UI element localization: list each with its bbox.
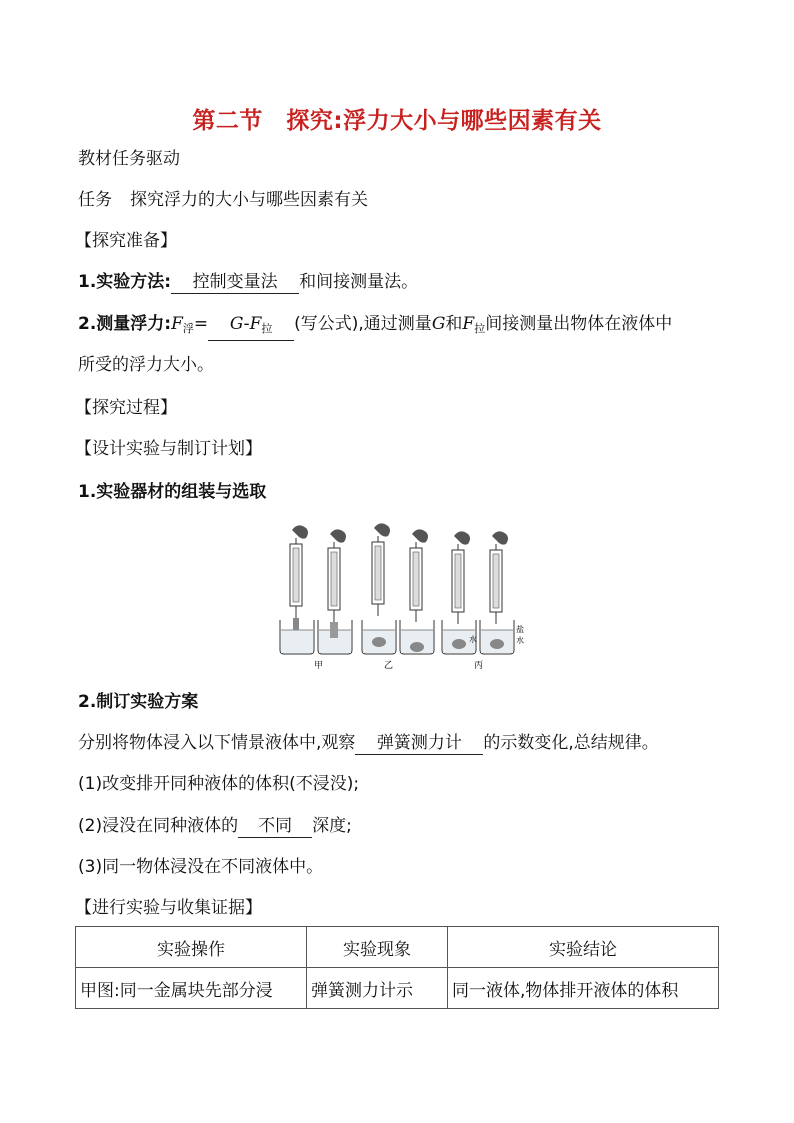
measure-label: 2.测量浮力: bbox=[78, 314, 172, 334]
label-yi: 乙 bbox=[384, 661, 394, 671]
table-header: 实验操作 bbox=[76, 927, 307, 968]
plan-blank: 弹簧测力计 bbox=[355, 732, 483, 755]
table-cell: 甲图:同一金属块先部分浸 bbox=[76, 968, 307, 1009]
table-cell: 弹簧测力计示 bbox=[307, 968, 448, 1009]
step1-heading: 1.实验器材的组装与选取 bbox=[78, 482, 267, 502]
step2-heading: 2.制订实验方案 bbox=[78, 692, 199, 712]
table-header: 实验结论 bbox=[448, 927, 719, 968]
method-label: 1.实验方法: bbox=[78, 272, 172, 292]
table-cell: 同一液体,物体排开液体的体积 bbox=[448, 968, 719, 1009]
plan-line: 分别将物体浸入以下情景液体中,观察 弹簧测力计 的示数变化,总结规律。 bbox=[78, 733, 659, 753]
table-header: 实验现象 bbox=[307, 927, 448, 968]
label-water: 水 bbox=[469, 635, 477, 644]
item-2: (2)浸没在同种液体的 不同 深度; bbox=[78, 816, 352, 836]
results-table bbox=[75, 926, 719, 1009]
design-heading: 【设计实验与制订计划】 bbox=[75, 439, 262, 459]
process-heading: 【探究过程】 bbox=[75, 398, 177, 418]
label-salt: 盐 bbox=[516, 625, 524, 634]
prep-heading: 【探究准备】 bbox=[75, 231, 177, 251]
label-salt-2: 水 bbox=[516, 636, 524, 645]
label-jia: 甲 bbox=[314, 661, 324, 671]
method-after: 和间接测量法。 bbox=[299, 272, 419, 292]
method-blank: 控制变量法 bbox=[171, 271, 299, 294]
formula-blank: $G-F_拉$ bbox=[208, 313, 294, 341]
item-3: (3)同一物体浸没在不同液体中。 bbox=[78, 857, 324, 877]
measure-line: 2.测量浮力$:F_浮= G-F_拉$ (写公式),通过测量G和$F_拉$间接测量出物体在液体中 bbox=[78, 312, 672, 341]
page-title: 第二节 探究:浮力大小与哪些因素有关 bbox=[192, 108, 602, 134]
task-label: 任务 bbox=[78, 190, 112, 210]
experiment-figure bbox=[266, 522, 530, 672]
label-bing: 丙 bbox=[474, 661, 484, 671]
measure-line-2: 所受的浮力大小。 bbox=[78, 355, 214, 375]
table-row bbox=[76, 968, 719, 1009]
table-header-row bbox=[76, 927, 719, 968]
task-line bbox=[78, 188, 368, 212]
task-text: 探究浮力的大小与哪些因素有关 bbox=[130, 190, 368, 210]
collect-heading: 【进行实验与收集证据】 bbox=[75, 898, 262, 918]
depth-blank: 不同 bbox=[238, 815, 312, 838]
drive-label: 教材任务驱动 bbox=[78, 149, 180, 169]
method-line bbox=[78, 270, 418, 294]
item-1: (1)改变排开同种液体的体积(不浸没); bbox=[78, 774, 360, 794]
